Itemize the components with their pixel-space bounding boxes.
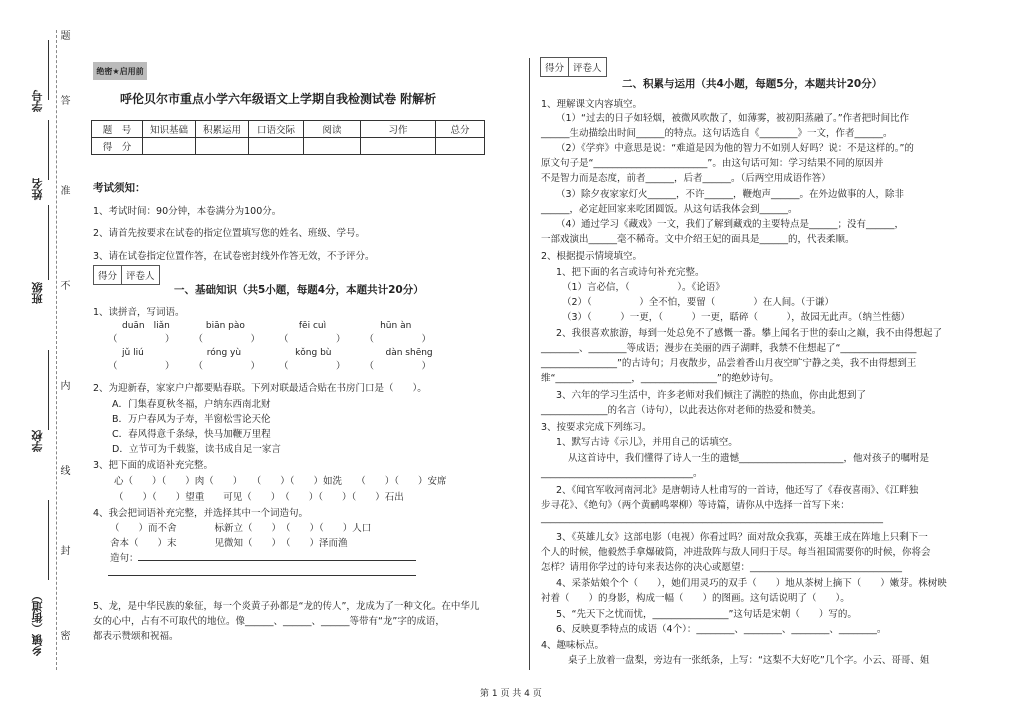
question-line[interactable]: ________________”的古诗句；月夜散步，品尝着香山月夜空旷宁静之美，我不由得想到王 — [541, 358, 917, 369]
instruction-item: 2、请首先按要求在试卷的指定位置填写您的姓名、班级、学号。 — [93, 228, 366, 239]
binding-label-feng: 封 — [58, 545, 69, 556]
idiom-blank-line[interactable]: 舍本（ ）末 见微知（ ） （ ）泽而渔 — [110, 538, 348, 549]
confidential-badge: 绝密★启用前 — [93, 62, 147, 80]
grader-name-label: 评卷人 — [126, 271, 155, 282]
idiom-blank-line[interactable]: （ ）而不舍 标新立（ ） （ ）（ ）人口 — [110, 523, 372, 534]
table-cell: 题 号 — [92, 121, 143, 138]
grader-box — [93, 265, 160, 285]
binding-label-nei: 内 — [58, 380, 69, 391]
choice-option[interactable]: B．万户春风为子寿，半窗松雪论天伦 — [112, 414, 271, 425]
table-cell[interactable] — [361, 138, 436, 155]
binding-label-zhun: 准 — [58, 185, 69, 196]
question-line: （2）《学弈》中意思是说：“难道是因为他的智力不如别人好吗？说：不是这样的。”的 — [556, 143, 914, 154]
binding-label-xian: 线 — [58, 465, 69, 476]
question-line: 1、理解课文内容填空。 — [541, 99, 643, 110]
pinyin-line: jǔ liú róng yù kǒng bù dàn shēng — [122, 348, 433, 358]
binding-dashed-line — [56, 30, 57, 670]
table-cell[interactable] — [249, 138, 304, 155]
question-line[interactable]: ________________________________________________________________________ — [541, 513, 883, 524]
choice-option[interactable]: C．春风得意千条绿，快马加鞭万里程 — [112, 429, 271, 440]
township-line — [48, 500, 49, 580]
binding-label-bu: 不 — [58, 280, 69, 291]
score-table-score-row — [92, 138, 485, 155]
table-cell: 总分 — [436, 121, 485, 138]
question-line[interactable]: ______________的名言（诗句），以此表达你对老师的热爱和赞美。 — [541, 405, 822, 416]
answer-blank-line[interactable]: （ ） （ ） （ ） （ ） — [108, 334, 432, 345]
instruction-item: 1、考试时间：90分钟，本卷满分为100分。 — [93, 206, 282, 217]
question-line: 2、我很喜欢旅游，每到一处总免不了感慨一番。攀上闻名于世的泰山之巅，我不由得想起了 — [556, 328, 943, 339]
sentence-label: 造句： — [110, 553, 139, 564]
table-cell: 知识基础 — [143, 121, 196, 138]
table-cell[interactable] — [436, 138, 485, 155]
choice-option[interactable]: D．立节可为千载鉴，读书成自足一家言 — [112, 444, 281, 455]
question-line[interactable]: （3）（ ）一更，（ ）一更，聒碎（ ），故园无此声。（纳兰性德） — [562, 312, 911, 323]
grader-score-label: 得分 — [94, 266, 122, 284]
instructions-heading: 考试须知： — [93, 182, 146, 194]
question-line[interactable]: ________、________等成语；漫步在美丽的西子湖畔，我禁不住想起了“________________ — [541, 343, 917, 354]
question-line[interactable]: 原文句子是“________________________”。由这句话可知：学习结果不同的原因并 — [541, 158, 884, 169]
question-line[interactable]: 怎样？请用你学过的诗句来表达你的决心或愿望：________________________________ — [541, 562, 903, 573]
question-line[interactable]: 衬着（ ）的身影，构成一幅（ ）的图画。这句话说明了（ ）。 — [541, 593, 850, 604]
question-line[interactable]: （2）（ ）全不怕，要留（ ）在人间。（于谦） — [562, 297, 835, 308]
question-line: 5、龙，是中华民族的象征，每一个炎黄子孙都是“龙的传人”，龙成为了一种文化。在中华儿 — [93, 601, 480, 612]
page-footer: 第 1 页 共 4 页 — [480, 689, 542, 699]
idiom-blank-line[interactable]: 心（ ）（ ）肉（ ） （ ）（ ）如洗 （ ）（ ）安席 — [114, 476, 447, 487]
question-line: 1、读拼音，写词语。 — [93, 307, 185, 318]
pinyin-line: duān liǎn biān pào fēi cuì hūn àn — [122, 321, 412, 331]
section1-title: 一、基础知识（共5小题，每题4分，本题共计20分） — [174, 284, 424, 296]
instruction-item: 3、请在试卷指定位置作答，在试卷密封线外作答无效，不予评分。 — [93, 251, 375, 262]
grader-score-label: 得分 — [541, 58, 569, 76]
table-cell: 习作 — [361, 121, 436, 138]
school-label: 学校 — [31, 430, 44, 452]
question-line[interactable]: （4）通过学习《藏戏》一文，我们了解到藏戏的主要特点是______；没有______， — [556, 219, 905, 230]
question-line: 3、《英雄儿女》这部电影（电视）你看过吗？面对敌众我寡，英雄王成在阵地上只剩下一 — [556, 532, 928, 543]
question-line[interactable]: 一部戏演出______毫不稀奇。文中介绍王妃的面具是______的，代表柔顺。 — [541, 234, 855, 245]
question-line[interactable]: 4、采茶姑娘个个（ ），她们用灵巧的双手（ ）地从茶树上摘下（ ）嫩芽。株树映 — [556, 578, 947, 589]
question-line: 1、默写古诗《示儿》，并用自己的话填空。 — [556, 437, 738, 448]
question-line[interactable]: （1）言必信，（ ）。《论语》 — [562, 282, 725, 293]
table-cell: 阅读 — [304, 121, 361, 138]
question-line: 4、趣味标点。 — [541, 640, 605, 651]
section2-title: 二、积累与运用（共4小题，每题5分，本题共计20分） — [622, 78, 883, 90]
page-title: 呼伦贝尔市重点小学六年级语文上学期自我检测试卷 附解析 — [120, 92, 437, 106]
question-line: 3、按要求完成下列练习。 — [541, 422, 652, 433]
answer-blank-line[interactable]: （ ） （ ） （ ） （ ） — [108, 361, 432, 372]
class-label: 班级 — [31, 282, 44, 304]
idiom-blank-line[interactable]: （ ）（ ）望重 可见（ ） （ ）（ ）（ ）石出 — [114, 492, 404, 503]
table-cell[interactable] — [196, 138, 249, 155]
column-divider — [529, 58, 530, 670]
binding-label-mi: 密 — [58, 630, 69, 641]
question-line: 4、我会把词语补充完整，并选择其中一个词造句。 — [93, 508, 309, 519]
question-line[interactable]: 5、“先天下之忧而忧，________________”这句话是宋朝（ ）写的。 — [556, 609, 857, 620]
question-line: 2、根据提示情境填空。 — [541, 251, 643, 262]
question-line[interactable]: ________________________________。 — [541, 468, 703, 479]
table-cell: 积累运用 — [196, 121, 249, 138]
question-line: 2、为迎新春，家家户户都要贴春联。下列对联最适合贴在书房门口是（ ）。 — [93, 383, 427, 394]
question-line: 3、把下面的成语补充完整。 — [93, 460, 214, 471]
table-cell: 得 分 — [92, 138, 143, 155]
grader-box — [540, 57, 607, 77]
question-line: 1、把下面的名言或诗句补充完整。 — [556, 267, 705, 278]
question-line[interactable]: 维“________________，________________”的绝妙诗句。 — [541, 373, 779, 384]
question-line: 桌子上放着一盘梨，旁边有一张纸条，上写：“这梨不大好吃”几个字。小云、哥哥、姐 — [568, 655, 930, 666]
question-line: 都表示赞颂和祝福。 — [93, 631, 179, 642]
sentence-line[interactable] — [108, 575, 416, 576]
choice-option[interactable]: A．门集春夏秋冬福，户纳东西南北财 — [112, 399, 271, 410]
table-cell: 口语交际 — [249, 121, 304, 138]
township-label: 乡镇（街道） — [31, 590, 44, 656]
grader-name-label: 评卷人 — [573, 63, 602, 74]
table-cell[interactable] — [304, 138, 361, 155]
question-line[interactable]: 从这首诗中，我们懂得了诗人一生的遗憾______________________，他对孩子的嘱咐是 — [568, 453, 930, 464]
question-line: 2、《闻官军收河南河北》是唐朝诗人杜甫写的一首诗，他还写了《春夜喜雨》、《江畔独 — [556, 485, 919, 496]
question-line[interactable]: 6、反映夏季特点的成语（4个）：________、________、________、________。 — [556, 624, 887, 635]
name-label: 姓名 — [31, 178, 44, 200]
score-table-header-row — [92, 121, 485, 138]
question-line[interactable]: 不是智力而是态度，前者______，后者______。（后两空用成语作答） — [541, 173, 831, 184]
question-line[interactable]: ______，必定赶回家来吃团圆饭。从这句话我体会到______。 — [541, 204, 798, 215]
question-line: （1）“过去的日子如轻烟，被微风吹散了，如薄雾，被初阳蒸融了。”作者把时间比作 — [556, 113, 910, 124]
score-table — [91, 120, 485, 155]
class-line — [48, 205, 49, 280]
binding-label-ti: 题 — [58, 30, 69, 41]
student-id-label: 学号 — [31, 90, 44, 112]
question-line: 3、六年的学习生活中，许多老师对我们倾注了满腔的热血，你由此想到了 — [556, 390, 867, 401]
question-line[interactable]: （3）除夕夜家家灯火______，不许______，鞭炮声______。在外边做事的人，除非 — [556, 189, 905, 200]
sentence-line[interactable] — [138, 560, 416, 561]
school-line — [48, 350, 49, 430]
student-id-line — [48, 40, 49, 100]
name-line — [48, 120, 49, 180]
table-cell[interactable] — [143, 138, 196, 155]
question-line: 女的心中，占有不可取代的地位。像______、______、______等带有“龙”字的成语， — [93, 616, 445, 627]
question-line[interactable]: ______生动描绘出时间______的特点。这句话选自《________》一文，作者______。 — [541, 128, 893, 139]
question-line: 步寻花》、《绝句》（两个黄鹂鸣翠柳）等诗篇，请你从中选择一首写下来： — [541, 500, 850, 511]
binding-label-da: 答 — [58, 95, 69, 106]
question-line: 个人的时候，他毅然手拿爆破筒，冲进敌阵与敌人同归于尽。每当祖国需要你的时候，你将会 — [541, 547, 931, 558]
